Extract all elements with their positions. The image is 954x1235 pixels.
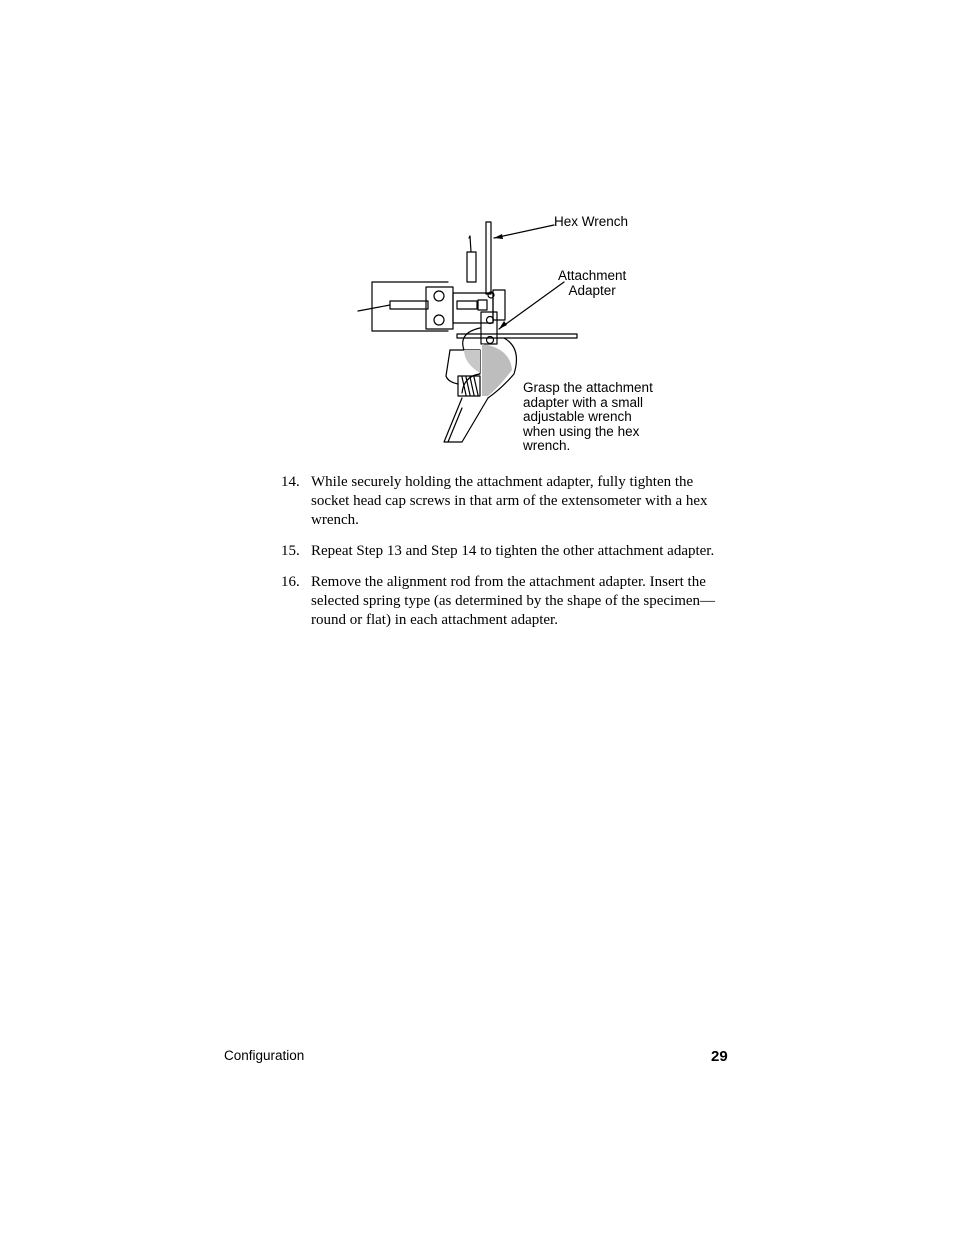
step-15 — [281, 542, 733, 561]
step-number: 15. — [281, 543, 300, 559]
wrench-illustration — [352, 198, 672, 460]
step-number: 16. — [281, 574, 300, 590]
step-text: Remove the alignment rod from the attachment adapter. Insert the selected spring type (as determined by the shape of the specimen—round or flat) in each attachment adapter. — [311, 574, 716, 628]
footer-section-title: Configuration — [224, 1048, 305, 1063]
step-text: While securely holding the attachment adapter, fully tighten the socket head cap screws in that arm of the extensometer with a hex wrench. — [311, 474, 708, 528]
procedure-steps — [281, 473, 733, 642]
step-text: Repeat Step 13 and Step 14 to tighten the other attachment adapter. — [311, 543, 715, 559]
step-number: 14. — [281, 474, 300, 490]
page-number: 29 — [711, 1048, 728, 1065]
hex-wrench-callout: Hex Wrench — [554, 214, 629, 229]
step-16 — [281, 573, 733, 630]
step-14 — [281, 473, 733, 530]
attachment-adapter-callout: Attachment Adapter — [558, 268, 627, 298]
grasp-instruction-callout: Grasp the attachment adapter with a small adjustable wrench when using the hex wrench. — [523, 380, 653, 453]
